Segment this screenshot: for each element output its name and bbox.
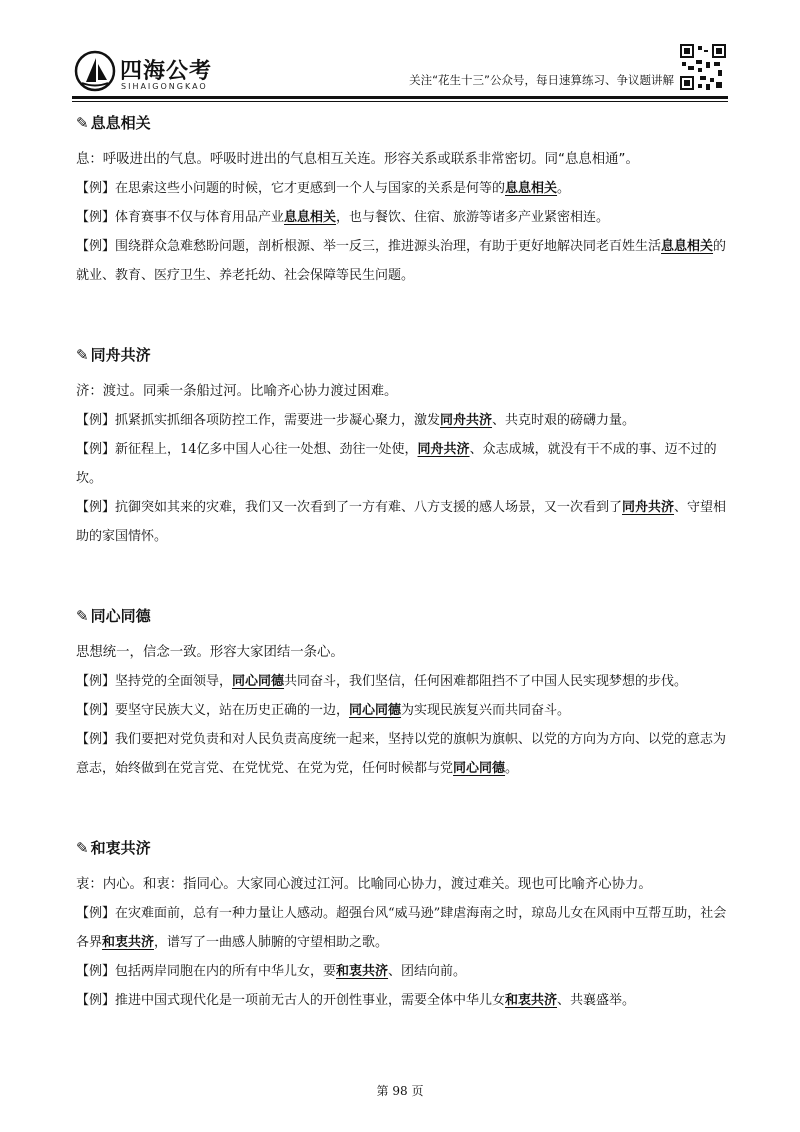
header-tagline: 关注“花生十三”公众号，每日速算练习、争议题讲解 — [409, 73, 674, 87]
example-keyword: 息息相关 — [505, 181, 558, 196]
idiom-entry — [76, 835, 728, 1015]
example-sentence — [76, 667, 728, 696]
idiom-list — [76, 106, 728, 1015]
example-text: 【例】要坚守民族大义，站在历史正确的一边， — [76, 703, 350, 718]
example-text: 【例】包括两岸同胞在内的所有中华儿女，要 — [76, 964, 337, 979]
example-text: 【例】围绕群众急难愁盼问题，剖析根源、举一反三，推进源头治理，有助于更好地解决同老百姓生活 — [76, 239, 662, 254]
pencil-icon: ✎ — [76, 839, 89, 857]
pencil-icon: ✎ — [76, 346, 89, 364]
example-keyword: 同心同德 — [232, 674, 285, 689]
example-text: 【例】抓紧抓实抓细各项防控工作，需要进一步凝心聚力，激发 — [76, 413, 441, 428]
example-text: ，也与餐饮、住宿、旅游等诸多产业紧密相连。 — [336, 210, 610, 225]
example-sentence — [76, 203, 728, 232]
example-text: 、众志成城，就没有干不成的事、迈不过的坎。 — [76, 442, 717, 486]
example-keyword: 和衷共济 — [102, 935, 155, 950]
idiom-title — [76, 110, 728, 136]
idiom-definition: 济：渡过。同乘一条船过河。比喻齐心协力渡过困难。 — [76, 384, 398, 399]
example-text: 为实现民族复兴而共同奋斗。 — [401, 703, 571, 718]
example-sentence — [76, 232, 728, 290]
example-text: 【例】新征程上，14亿多中国人心往一处想、劲往一处使， — [76, 442, 418, 457]
example-text: 、共襄盛举。 — [557, 993, 636, 1008]
section-gap — [76, 551, 728, 599]
example-keyword: 同心同德 — [349, 703, 402, 718]
example-sentence — [76, 957, 728, 986]
sailboat-logo-icon — [74, 50, 116, 92]
idiom-entry — [76, 110, 728, 290]
example-sentence — [76, 493, 728, 551]
example-sentence — [76, 696, 728, 725]
example-keyword: 同舟共济 — [417, 442, 470, 457]
section-gap — [76, 290, 728, 338]
example-keyword: 同舟共济 — [622, 500, 675, 515]
example-text: 【例】在思索这些小问题的时候，它才更感到一个人与国家的关系是何等的 — [76, 181, 506, 196]
idiom-definition: 息：呼吸进出的气息。呼吸时进出的气息相互关连。形容关系或联系非常密切。同“息息相通”。 — [76, 152, 639, 167]
idiom-title-text: 息息相关 — [90, 114, 151, 132]
example-text: 、守望相助的家国情怀。 — [76, 500, 727, 544]
idiom-title-text: 同舟共济 — [90, 346, 151, 364]
example-sentence — [76, 406, 728, 435]
idiom-title-text: 同心同德 — [90, 607, 151, 625]
idiom-title-text: 和衷共济 — [90, 839, 151, 857]
brand-name: 四海公考 — [120, 59, 213, 84]
idiom-title — [76, 835, 728, 861]
page-header — [0, 0, 800, 100]
page-number: 第 98 页 — [376, 1084, 424, 1098]
idiom-entry — [76, 342, 728, 551]
example-text: 。 — [505, 761, 519, 776]
idiom-definition: 思想统一，信念一致。形容大家团结一条心。 — [76, 645, 344, 660]
example-text: 【例】在灾难面前，总有一种力量让人感动。超强台风“威马逊”肆虐海南之时，琼岛儿女在风雨中互帮互助，社会各界 — [76, 906, 727, 950]
idiom-entry — [76, 603, 728, 783]
example-keyword: 同舟共济 — [440, 413, 493, 428]
example-text: 【例】我们要把对党负责和对人民负责高度统一起来，坚持以党的旗帜为旗帜、以党的方向为方向、以党的意志为意志，始终做到在党言党、在党忧党、在党为党，任何时候都与党 — [76, 732, 727, 776]
pencil-icon: ✎ — [76, 114, 89, 132]
example-text: 的就业、教育、医疗卫生、养老托幼、社会保障等民生问题。 — [76, 239, 727, 283]
example-keyword: 息息相关 — [661, 239, 714, 254]
example-keyword: 和衷共济 — [336, 964, 389, 979]
example-sentence — [76, 899, 728, 957]
section-gap — [76, 783, 728, 831]
example-text: 、团结向前。 — [388, 964, 467, 979]
qr-code-icon — [680, 44, 726, 90]
example-keyword: 同心同德 — [453, 761, 506, 776]
example-text: 【例】体育赛事不仅与体育用品产业 — [76, 210, 285, 225]
example-sentence — [76, 986, 728, 1015]
example-text: 、共克时艰的磅礴力量。 — [492, 413, 636, 428]
pencil-icon: ✎ — [76, 607, 89, 625]
brand-subtitle: SIHAIGONGKAO — [121, 82, 208, 91]
example-sentence — [76, 435, 728, 493]
example-sentence — [76, 174, 728, 203]
example-text: 【例】抗御突如其来的灾难，我们又一次看到了一方有难、八方支援的感人场景，又一次看到了 — [76, 500, 623, 515]
header-rule — [72, 96, 728, 99]
idiom-definition: 衷：内心。和衷：指同心。大家同心渡过江河。比喻同心协力，渡过难关。现也可比喻齐心协力。 — [76, 877, 652, 892]
example-text: 【例】推进中国式现代化是一项前无古人的开创性事业，需要全体中华儿女 — [76, 993, 506, 1008]
example-sentence — [76, 725, 728, 783]
example-keyword: 和衷共济 — [505, 993, 558, 1008]
example-text: 。 — [557, 181, 571, 196]
example-keyword: 息息相关 — [284, 210, 337, 225]
idiom-title — [76, 603, 728, 629]
idiom-title — [76, 342, 728, 368]
example-text: 共同奋斗，我们坚信，任何困难都阻挡不了中国人民实现梦想的步伐。 — [284, 674, 688, 689]
header-rule-thin — [72, 101, 728, 102]
example-text: ，谱写了一曲感人肺腑的守望相助之歌。 — [154, 935, 389, 950]
example-text: 【例】坚持党的全面领导， — [76, 674, 233, 689]
